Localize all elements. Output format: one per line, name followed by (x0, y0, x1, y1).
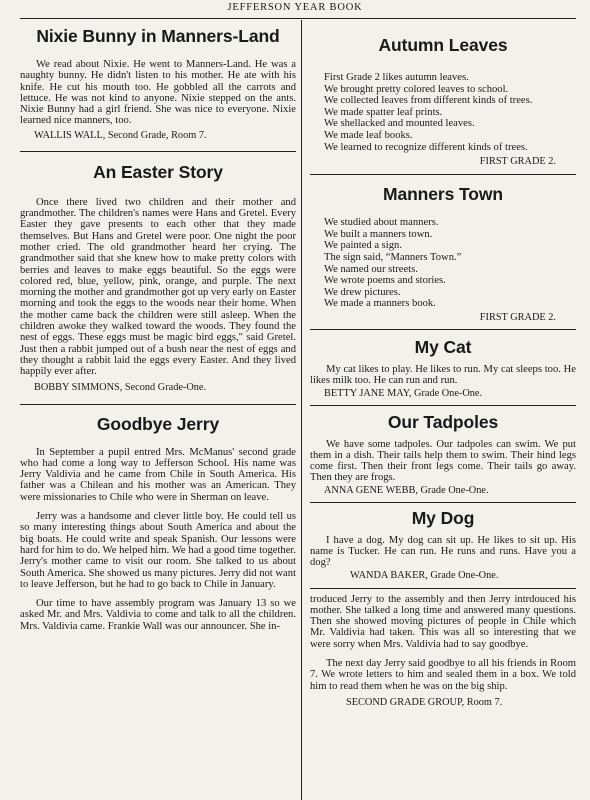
article-signature: FIRST GRADE 2. (479, 156, 556, 168)
line-list (310, 72, 576, 153)
list-line: We painted a sign. (324, 240, 402, 252)
list-line: We collected leaves from different kinds of trees. (324, 95, 533, 107)
article-title: Nixie Bunny in Manners-Land (36, 26, 280, 46)
section-divider (310, 588, 576, 589)
article-signature: SECOND GRADE GROUP, Room 7. (346, 696, 503, 708)
article-our-tadpoles (310, 412, 576, 497)
article-paragraph: In September a pupil entred Mrs. McManus' second grade who had come a long way to Jefferson School. His name was Jerry Valdivia and he came from Chile in South America. His father was a Chilean and his mother was an American. They were missionaries to Chile who were in Sherman on leave. (20, 446, 296, 503)
article-autumn-leaves (310, 35, 576, 168)
article-body: I have a dog. My dog can sit up. He likes to sit up. His name is Tucker. He can run. He runs and runs. Have you a dog? (310, 534, 576, 569)
article-easter-story (20, 162, 296, 394)
article-body: We have some tadpoles. Our tadpoles can swim. We put them in a dish. Their tails help them to swim. Their hind legs come first. Then their front legs come. Their tails go away. Then they are frogs. (310, 438, 576, 484)
list-line: We made spatter leaf prints. (324, 106, 443, 118)
article-title: Our Tadpoles (387, 411, 499, 432)
article-signature: WALLIS WALL, Second Grade, Room 7. (34, 129, 207, 141)
section-divider (310, 502, 576, 503)
article-title: Goodbye Jerry (96, 413, 220, 434)
article-body: My cat likes to play. He likes to run. My cat sleeps too. He likes milk too. He can run and run. (310, 363, 576, 387)
list-line: We built a manners town. (324, 228, 433, 240)
article-goodbye-jerry (20, 414, 296, 632)
article-body: Once there lived two children and their mother and grandmother. The children's names were Hans and Gretel. Every Easter they gave presents to each other that they made themselves. But Hans and Gretel were poor. One night the poor mother cried. The old grandmother heard her crying. The grandmother said that she knew how to make pretty colors with berries and leaves to make eggs beautiful. So the eggs were colored red, blue, yellow, pink, orange, and purple. The next morning the mother and grandmother got up very early on Easter morning and took the eggs to the woods near their home. When the mother came back the children were still asleep. When the children awoke they walked toward the woods. They found the nest of eggs. These eggs must be magic bird eggs," said Gretel. Just then a rabbit jumped out of a bush near the nest of eggs and they thought a rabbit laid the eggs every Easter. And they lived happily ever after. (20, 196, 296, 378)
right-column (310, 20, 576, 800)
article-goodbye-jerry-continued (310, 594, 576, 709)
article-body: We read about Nixie. He went to Manners-Land. He was a naughty bunny. He didn't listen to his mother. He ate with his knife. He cut his mouth too. He gobbled all the carrots and lettuce. He was not kind to anyone. Nixie stepped on the ants. Nixie Bunny had a girl friend. She was nice to everyone. Nixie learned nice manners, too. (20, 59, 296, 127)
list-line: First Grade 2 likes autumn leaves. (324, 72, 469, 83)
article-paragraph: troduced Jerry to the assembly and then Jerry intrdouced his mother. She talked a long time and answered many questions. Then she showed moving pictures of people in Chile which Mr. Valdivia had taken. This was all so interesting that we were sorry when Mrs. Valdivia had to say goodbye. (310, 593, 576, 650)
running-head: JEFFERSON YEAR BOOK (227, 2, 363, 13)
line-list (310, 217, 576, 310)
section-divider (20, 151, 296, 152)
list-line: We made a manners book. (324, 298, 436, 310)
article-title: My Dog (411, 507, 475, 528)
article-signature: WANDA BAKER, Grade One-One. (350, 569, 499, 581)
left-column (20, 20, 296, 800)
article-signature: BOBBY SIMMONS, Second Grade-One. (34, 381, 207, 393)
list-line: We brought pretty colored leaves to school. (324, 83, 509, 95)
list-line: We made leaf books. (324, 129, 413, 141)
list-line: We learned to recognize different kinds of trees. (324, 141, 528, 153)
article-my-cat (310, 337, 576, 400)
section-divider (310, 329, 576, 330)
article-paragraph: The next day Jerry said goodbye to all his friends in Room 7. We wrote letters to him and sealed them in a box. We told him to read them when he was on the big ship. (310, 658, 576, 692)
article-signature: ANNA GENE WEBB, Grade One-One. (324, 484, 489, 496)
list-line: We drew pictures. (324, 286, 401, 298)
list-line: We named our streets. (324, 263, 418, 275)
section-divider (310, 405, 576, 406)
list-line: We shellacked and mounted leaves. (324, 118, 475, 130)
article-nixie-bunny (20, 26, 296, 142)
column-divider (301, 20, 302, 800)
article-paragraph: Our time to have assembly program was January 13 so we asked Mr. and Mrs. Valdivia to come and talk to all the children. Mrs. Valdivia came. Frankie Wall was our announcer. She in- (20, 598, 296, 632)
article-signature: FIRST GRADE 2. (479, 311, 556, 323)
list-line: The sign said, “Manners Town.” (324, 251, 462, 263)
article-title: My Cat (414, 336, 472, 357)
list-line: We wrote poems and stories. (324, 275, 446, 287)
list-line: We studied about manners. (324, 217, 439, 229)
section-divider (20, 404, 296, 405)
article-title: An Easter Story (93, 161, 223, 182)
article-signature: BETTY JANE MAY, Grade One-One. (324, 387, 483, 399)
section-divider (310, 174, 576, 175)
article-title: Autumn Leaves (378, 35, 508, 55)
article-paragraph: Jerry was a handsome and clever little boy. He could tell us so many interesting things about South America and about the big boats. He could write and speak Spanish. Our lessons were hard for him to do. We helped him. We had a good time together. Jerry's mother came to visit our room. She talked to us about South America. She showed us many pictures. Jerry did not want to leave Jefferson, but he had to go back to Chile in January. (20, 511, 296, 590)
article-my-dog (310, 508, 576, 582)
article-manners-town (310, 184, 576, 324)
header-rule (20, 18, 576, 19)
article-title: Manners Town (382, 184, 503, 205)
